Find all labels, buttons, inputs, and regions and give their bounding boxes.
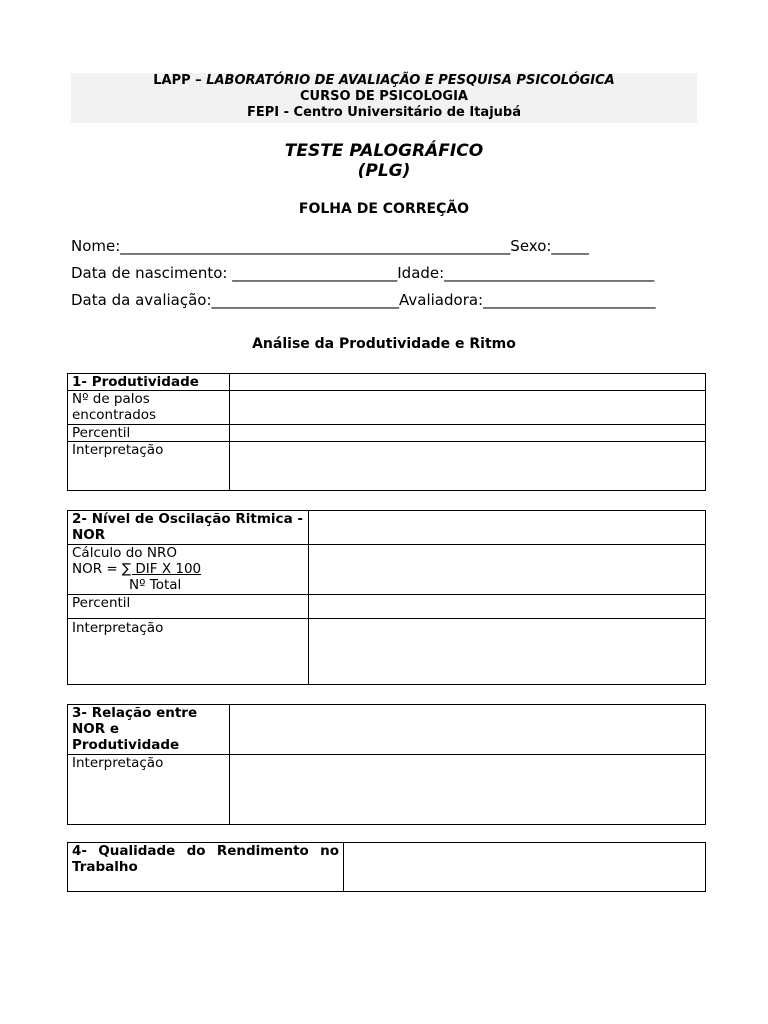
productivity-heading: 1- Produtividade <box>68 374 230 391</box>
percentil-value[interactable] <box>230 425 706 442</box>
birth-age-field[interactable]: Data de nascimento: ______________________Idade:____________________________ <box>71 264 655 282</box>
work-quality-heading-text: 4- Qualidade do Rendimento no Trabalho <box>72 843 339 875</box>
nor-productivity-interpretation-label: Interpretação <box>68 755 230 825</box>
course-name: CURSO DE PSICOLOGIA <box>299 89 468 104</box>
nor-interpretation-label: Interpretação <box>68 619 309 685</box>
nor-interpretation-value[interactable] <box>309 619 706 685</box>
lab-name: LABORATÓRIO DE AVALIAÇÃO E PESQUISA PSICOLÓGICA <box>206 73 615 88</box>
palos-count-value[interactable] <box>230 391 706 425</box>
institution-name: FEPI - Centro Universitário de Itajubá <box>246 105 521 120</box>
nor-productivity-table <box>67 704 706 825</box>
nor-heading: 2- Nível de Oscilação Ritmica - NOR <box>68 511 309 545</box>
work-quality-heading <box>68 843 344 892</box>
nor-percentil-label: Percentil <box>68 595 309 619</box>
nor-formula-prefix: NOR = <box>72 561 122 577</box>
nor-calculation-value[interactable] <box>309 545 706 595</box>
test-abbreviation: (PLG) <box>357 161 411 181</box>
lapp-label: LAPP – <box>153 73 207 88</box>
section-title: Análise da Produtividade e Ritmo <box>252 336 516 352</box>
nor-table <box>67 510 706 685</box>
interpretation-value[interactable] <box>230 442 706 491</box>
work-quality-table <box>67 842 706 892</box>
nor-formula-numerator: ∑ DIF X 100 <box>122 561 202 577</box>
nor-calc-label: Cálculo do NRO <box>72 545 177 561</box>
palos-count-label: Nº de palos encontrados <box>68 391 230 425</box>
nor-productivity-heading: 3- Relação entre NOR e Produtividade <box>68 705 230 755</box>
nor-formula-denominator: Nº Total <box>129 577 182 593</box>
nor-formula <box>72 561 304 577</box>
nor-heading-value[interactable] <box>309 511 706 545</box>
percentil-label: Percentil <box>68 425 230 442</box>
productivity-heading-value[interactable] <box>230 374 706 391</box>
work-quality-value[interactable] <box>344 843 706 892</box>
productivity-table <box>67 373 706 491</box>
name-sex-field[interactable]: Nome:____________________________________________________Sexo:_____ <box>71 237 589 255</box>
test-title: TESTE PALOGRÁFICO <box>284 141 484 161</box>
lab-line <box>71 73 697 89</box>
institution-header <box>71 73 697 123</box>
nor-productivity-heading-value[interactable] <box>230 705 706 755</box>
evaluation-date-evaluator-field[interactable]: Data da avaliação:_________________________Avaliadora:_______________________ <box>71 291 656 309</box>
nor-productivity-interpretation-value[interactable] <box>230 755 706 825</box>
interpretation-label: Interpretação <box>68 442 230 491</box>
sheet-title: FOLHA DE CORREÇÃO <box>298 201 470 217</box>
nor-calculation <box>68 545 309 595</box>
nor-percentil-value[interactable] <box>309 595 706 619</box>
